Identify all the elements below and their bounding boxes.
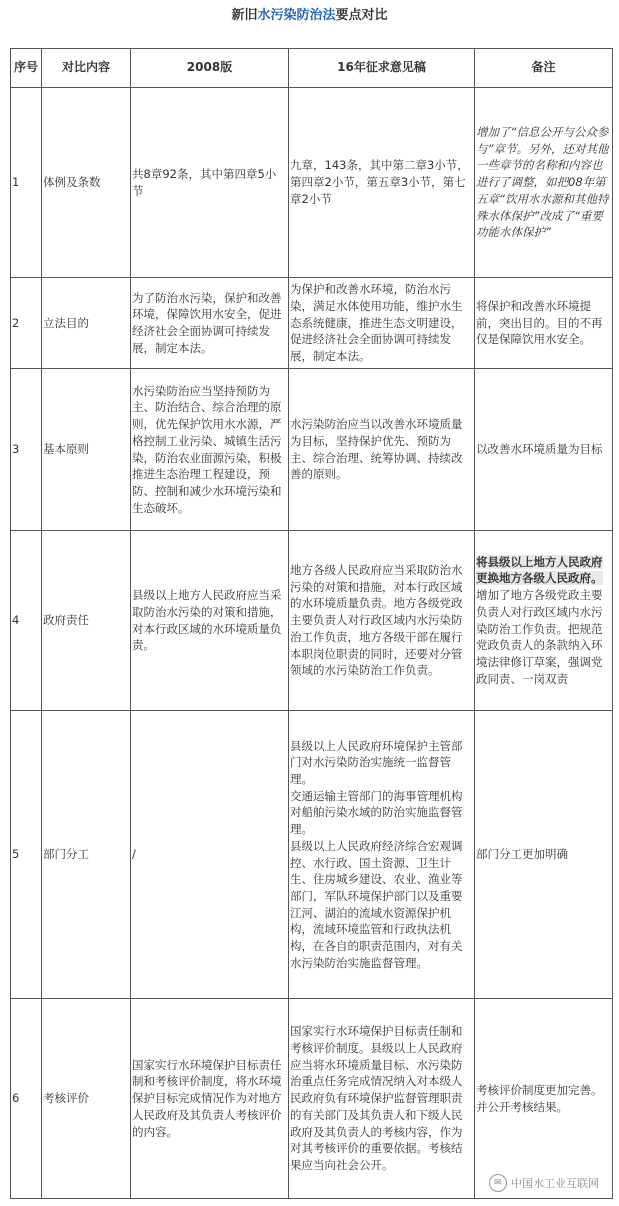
- watermark-text: 中国水工业互联网: [511, 1177, 599, 1190]
- row-note: 考核评价制度更加完善。并公开考核结果。: [475, 999, 613, 1199]
- header-topic: 对比内容: [42, 49, 131, 88]
- row-topic: 政府责任: [42, 531, 131, 711]
- row-2016-text: 地方各级人民政府应当采取防治水污染的对策和措施，对本行政区域的水环境质量负责。地方各级党政主要负责人对行政区域内水污染防治工作负责，地方各级干部在履行本职岗位职责的同时，还要对分管领域的水污染防治工作负责。: [289, 531, 475, 711]
- row-2008-text: 县级以上地方人民政府应当采取防治水污染的对策和措施，对本行政区域的水环境质量负责。: [131, 531, 289, 711]
- row-number: 6: [11, 999, 42, 1199]
- row-2016-text: 九章，143条，其中第二章3小节，第四章2小节，第五章3小节，第七章2小节: [289, 88, 475, 278]
- table-row: [11, 711, 613, 999]
- row-topic: 立法目的: [42, 278, 131, 369]
- row-note-rest: 增加了地方各级党政主要负责人对行政区域内水污染防治工作负责。把规范党政负责人的条款纳入环境法律修订草案，强调党政同责、一岗双责: [476, 588, 603, 686]
- row-topic: 考核评价: [42, 999, 131, 1199]
- row-2016-text: 为保护和改善水环境，防治水污染，满足水体使用功能，维护水生态系统健康，推进生态文明建设，促进经济社会全面协调可持续发展，制定本法。: [289, 278, 475, 369]
- row-2008-text: /: [131, 711, 289, 999]
- row-2008-text: 为了防治水污染，保护和改善环境，保障饮用水安全，促进经济社会全面协调可持续发展，制定本法。: [131, 278, 289, 369]
- table-row: [11, 531, 613, 711]
- row-note: [475, 531, 613, 711]
- header-number: 序号: [11, 49, 42, 88]
- header-2016-draft: 16年征求意见稿: [289, 49, 475, 88]
- row-topic: 部门分工: [42, 711, 131, 999]
- watermark: [489, 1174, 599, 1192]
- title-highlight[interactable]: 水污染防治法: [257, 8, 336, 23]
- row-note: 增加了“信息公开与公众参与”章节。另外，还对其他一些章节的名称和内容也进行了调整，如把08年第五章“饮用水水源和其他特殊水体保护”改成了“重要功能水体保护”: [475, 88, 613, 278]
- row-note: 以改善水环境质量为目标: [475, 369, 613, 531]
- row-number: 3: [11, 369, 42, 531]
- row-2016-text: 国家实行水环境保护目标责任制和考核评价制度。县级以上人民政府应当将水环境质量目标、水污染防治重点任务完成情况纳入对本级人民政府负有环境保护监督管理职责的有关部门及其负责人和下级人民政府及其负责人的考核内容，作为对其考核评价的重要依据。考核结果应当向社会公开。: [289, 999, 475, 1199]
- table-row: [11, 88, 613, 278]
- row-note: 部门分工更加明确: [475, 711, 613, 999]
- row-2008-text: 水污染防治应当坚持预防为主、防治结合、综合治理的原则，优先保护饮用水水源，严格控制工业污染、城镇生活污染，防治农业面源污染，积极推进生态治理工程建设，预防、控制和减少水环境污染和生态破坏。: [131, 369, 289, 531]
- row-number: 2: [11, 278, 42, 369]
- header-notes: 备注: [475, 49, 613, 88]
- row-note: 将保护和改善水环境提前，突出目的。目的不再仅是保障饮用水安全。: [475, 278, 613, 369]
- row-2016-text: 水污染防治应当以改善水环境质量为目标，坚持保护优先、预防为主、综合治理、统筹协调、持续改善的原则。: [289, 369, 475, 531]
- header-2008: 2008版: [131, 49, 289, 88]
- page-title: 新旧水污染防治法要点对比: [231, 8, 388, 23]
- comparison-table: [10, 48, 613, 1199]
- table-row: [11, 369, 613, 531]
- wechat-icon: ✉: [489, 1174, 507, 1192]
- row-number: 5: [11, 711, 42, 999]
- table-header-row: [11, 49, 613, 88]
- table-row: [11, 278, 613, 369]
- row-2016-text: 县级以上人民政府环境保护主管部门对水污染防治实施统一监督管理。 交通运输主管部门的海事管理机构对船舶污染水域的防治实施监督管理。 县级以上人民政府经济综合宏观调控、水行政、国土资源、卫生计生、住房城乡建设、农业、渔业等部门，军队环境保护部门以及重要江河、湖泊的流域水资源保护机构，流域环境监管和行政执法机构，在各自的职责范围内，对有关水污染防治实施监督管理。: [289, 711, 475, 999]
- row-topic: 体例及条数: [42, 88, 131, 278]
- row-2008-text: 共8章92条，其中第四章5小节: [131, 88, 289, 278]
- row-2008-text: 国家实行水环境保护目标责任制和考核评价制度，将水环境保护目标完成情况作为对地方人民政府及其负责人考核评价的内容。: [131, 999, 289, 1199]
- row-number: 4: [11, 531, 42, 711]
- table-row: [11, 999, 613, 1199]
- row-note-emphasis: 将县级以上地方人民政府更换地方各级人民政府。: [476, 554, 603, 586]
- row-number: 1: [11, 88, 42, 278]
- row-topic: 基本原则: [42, 369, 131, 531]
